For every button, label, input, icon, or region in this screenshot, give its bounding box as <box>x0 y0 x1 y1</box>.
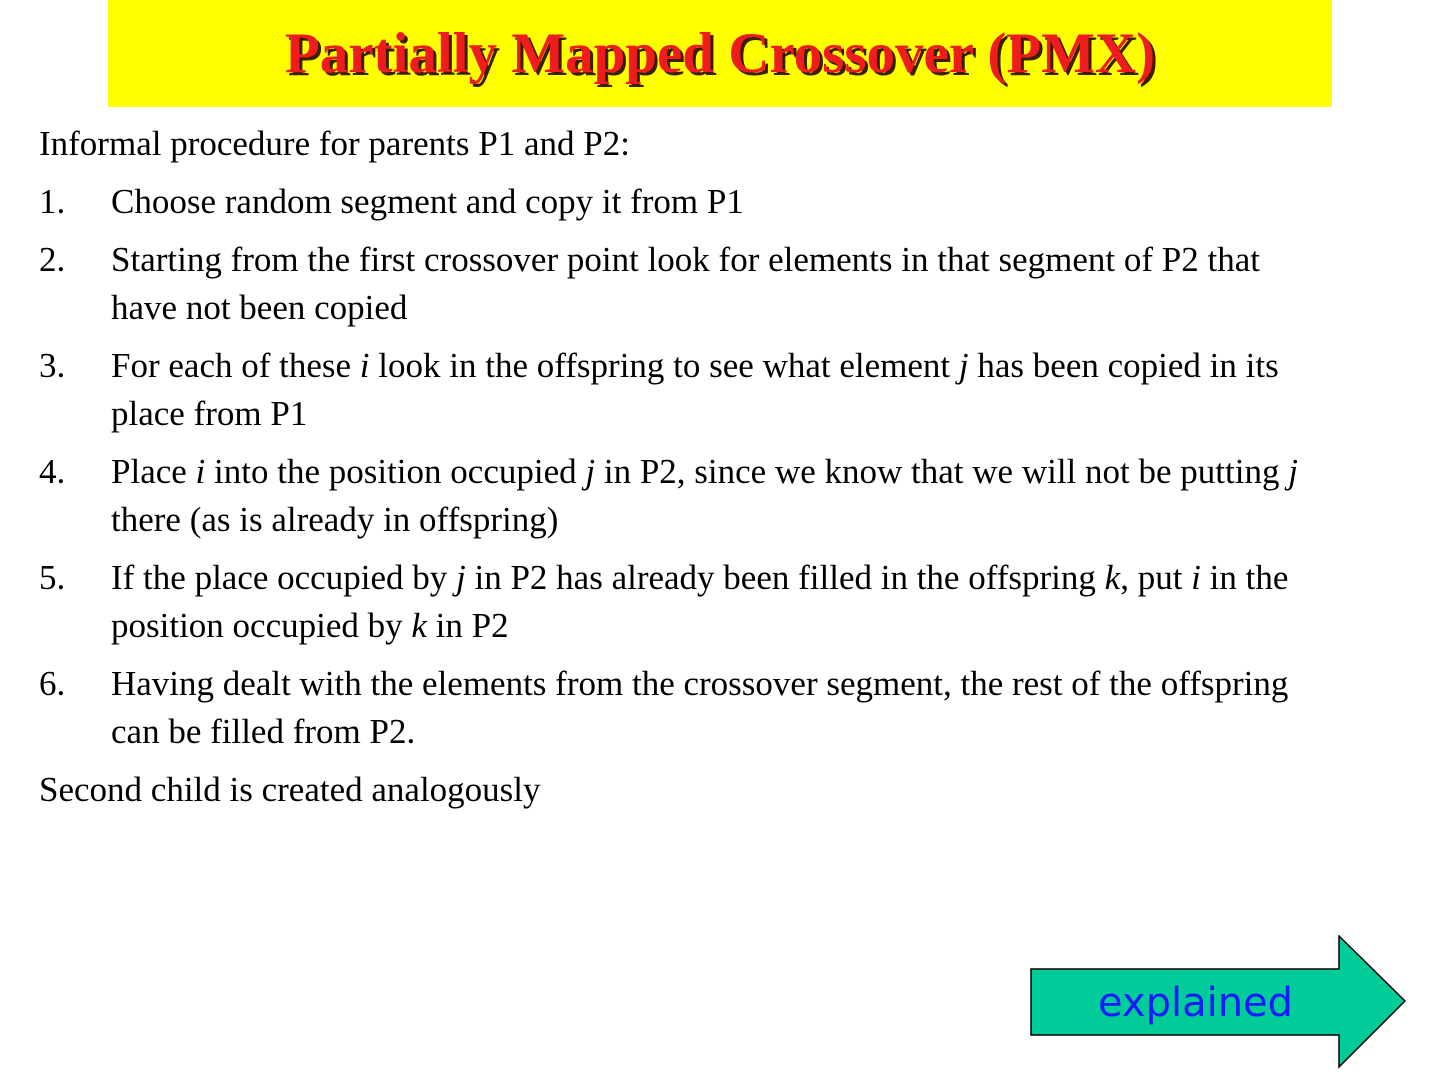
slide-body <box>39 120 1329 814</box>
italic-variable: j <box>455 558 466 597</box>
procedure-step <box>39 236 1329 332</box>
step-text-segment: there (as is already in offspring) <box>111 500 559 539</box>
step-text-segment: For each of these <box>111 346 360 385</box>
step-text <box>111 448 1311 544</box>
step-text-segment: has been copied in its place from P1 <box>111 346 1279 433</box>
step-text-segment: Place <box>111 452 196 491</box>
step-text-segment: in P2, since we know that we will not be putting <box>595 452 1289 491</box>
procedure-step <box>39 448 1329 544</box>
procedure-step <box>39 554 1329 650</box>
title-banner <box>108 0 1332 107</box>
step-number: 5. <box>39 558 66 597</box>
procedure-steps-list <box>39 178 1329 756</box>
step-text <box>111 554 1311 650</box>
step-number: 6. <box>39 664 66 703</box>
slide-title: Partially Mapped Crossover (PMX) <box>284 22 1156 85</box>
italic-variable: i <box>1191 558 1201 597</box>
intro-text: Informal procedure for parents P1 and P2: <box>39 124 630 163</box>
step-number: 1. <box>39 182 66 221</box>
explained-label: explained <box>1098 980 1294 1026</box>
step-text-segment: Starting from the first crossover point look for elements in that segment of P2 that have not been copied <box>111 240 1260 327</box>
explained-next-button[interactable] <box>1030 935 1406 1069</box>
step-text <box>111 342 1311 438</box>
italic-variable: k <box>411 606 427 645</box>
italic-variable: i <box>359 346 370 385</box>
step-text-segment: in the position occupied by <box>111 558 1289 645</box>
step-text-segment: into the position occupied <box>205 452 586 491</box>
outro-text: Second child is created analogously <box>39 770 541 809</box>
step-number: 2. <box>39 240 66 279</box>
step-text <box>111 236 1311 332</box>
step-number: 4. <box>39 452 66 491</box>
step-text-segment: look in the offspring to see what element <box>369 346 959 385</box>
italic-variable: j <box>958 346 969 385</box>
step-text-segment: in P2 has already been filled in the offspring <box>465 558 1105 597</box>
procedure-step <box>39 660 1329 756</box>
italic-variable: i <box>195 452 206 491</box>
step-number: 3. <box>39 346 66 385</box>
step-text-segment: in P2 <box>426 606 509 645</box>
italic-variable: j <box>585 452 596 491</box>
procedure-step <box>39 178 1329 226</box>
step-text <box>111 178 1311 226</box>
step-text <box>111 660 1311 756</box>
step-text-segment: If the place occupied by <box>111 558 456 597</box>
italic-variable: j <box>1288 452 1298 491</box>
step-text-segment: Having dealt with the elements from the crossover segment, the rest of the offspring can be filled from P2. <box>111 664 1289 751</box>
italic-variable: k <box>1104 558 1121 597</box>
step-text-segment: Choose random segment and copy it from P1 <box>111 182 744 221</box>
step-text-segment: , put <box>1120 558 1192 597</box>
procedure-step <box>39 342 1329 438</box>
